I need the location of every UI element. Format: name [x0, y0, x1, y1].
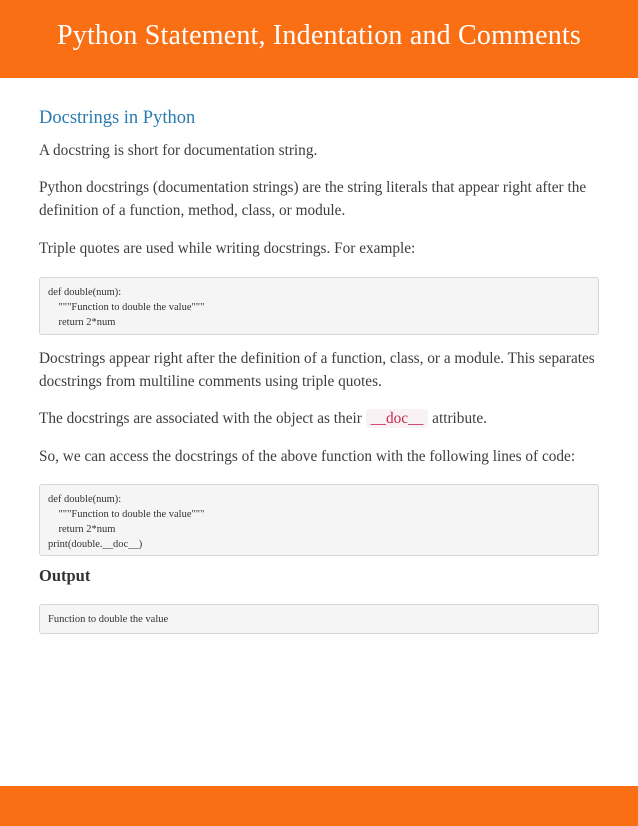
output-heading: Output [39, 566, 91, 585]
code-line: def double(num): [48, 287, 122, 298]
paragraph-description: Python docstrings (documentation strings) are the string literals that appear right after the definition of a function, method, class, or module. [39, 179, 587, 219]
page-title: Python Statement, Indentation and Comments [56, 20, 581, 51]
paragraph-docstring-placement: Docstrings appear right after the definition of a function, class, or a module. This separates docstrings from multiline comments using triple quotes. [39, 350, 595, 390]
text-segment: attribute. [428, 410, 487, 427]
code-line: print(double.__doc__) [48, 539, 143, 550]
header-banner [0, 0, 638, 78]
code-block-example [39, 277, 599, 335]
paragraph-definition: A docstring is short for documentation string. [39, 142, 318, 159]
text-segment: The docstrings are associated with the object as their [39, 410, 366, 427]
code-line: def double(num): [48, 494, 122, 505]
inline-code-doc: __doc__ [366, 409, 429, 428]
code-line: """Function to double the value""" [48, 509, 205, 520]
paragraph-triple-quotes: Triple quotes are used while writing docstrings. For example: [39, 240, 416, 257]
code-line: return 2*num [48, 317, 116, 328]
code-line: return 2*num [48, 524, 116, 535]
code-line: """Function to double the value""" [48, 302, 205, 313]
footer-banner [0, 786, 638, 826]
output-line: Function to double the value [48, 614, 169, 625]
output-block [39, 604, 599, 634]
paragraph-doc-attribute [39, 407, 599, 430]
section-title: Docstrings in Python [39, 108, 196, 128]
paragraph-access-docstring: So, we can access the docstrings of the above function with the following lines of code: [39, 448, 576, 465]
code-block-access [39, 484, 599, 556]
main-content [39, 108, 599, 634]
